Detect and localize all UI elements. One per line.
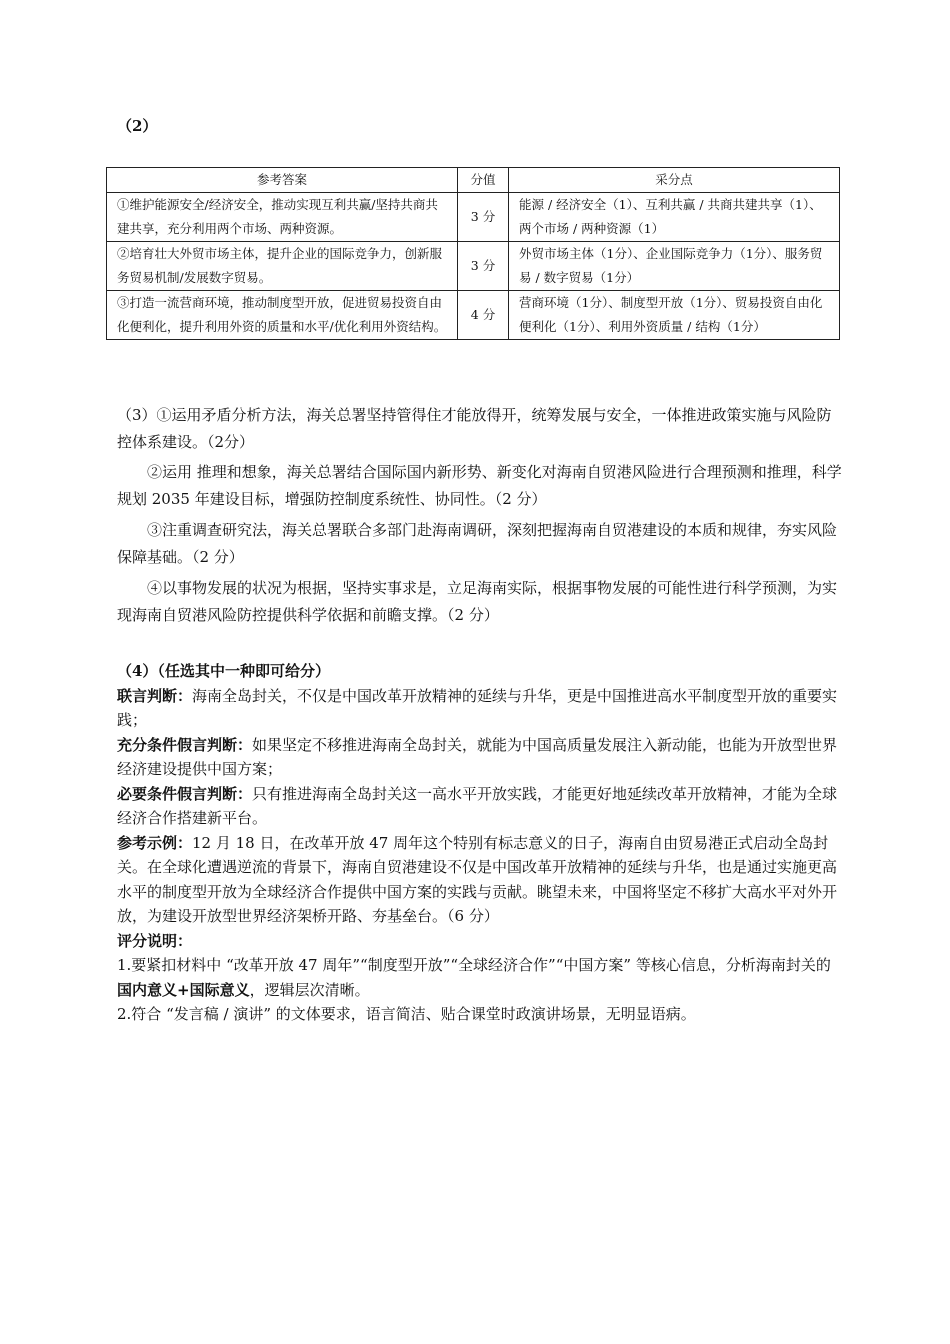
points-cell: 能源 / 经济安全（1）、互利共赢 / 共商共建共享（1）、两个市场 / 两种资源（1） <box>509 193 840 242</box>
q3-point-3: ③注重调查研究法，海关总署联合多部门赴海南调研，深刻把握海南自贸港建设的本质和规律，夯实风险保障基础。（2 分） <box>117 521 838 566</box>
points-cell: 外贸市场主体（1分）、企业国际竞争力（1分）、服务贸易 / 数字贸易（1分） <box>509 242 840 291</box>
score-cell: 4 分 <box>458 291 509 340</box>
biyao-label: 必要条件假言判断： <box>117 784 253 803</box>
q3-point-1: （3）①运用矛盾分析方法，海关总署坚持管得住才能放得开，统筹发展与安全，一体推进政策实施与风险防控体系建设。（2分） <box>117 406 832 451</box>
q4-section <box>117 659 845 1027</box>
score-cell: 3 分 <box>458 242 509 291</box>
rubric1-text-a: 1.要紧扣材料中 “改革开放 47 周年”“制度型开放”“全球经济合作”“中国方案” 等核心信息，分析海南封关的 <box>117 956 831 974</box>
chongfen-text: 如果坚定不移推进海南全岛封关，就能为中国高质量发展注入新动能，也能为开放型世界经济建设提供中国方案； <box>117 735 838 778</box>
necessary-condition-judgment <box>117 782 845 831</box>
table-row <box>107 291 840 340</box>
header-answer: 参考答案 <box>107 168 458 193</box>
example-label: 参考示例： <box>117 833 193 852</box>
question-2-label: （2） <box>117 117 158 135</box>
lianyan-text: 海南全岛封关，不仅是中国改革开放精神的延续与升华，更是中国推进高水平制度型开放的重要实践； <box>117 686 838 729</box>
rubric1-bold: 国内意义+国际意义 <box>117 980 250 999</box>
table-header-row <box>107 168 840 193</box>
q3-point-4: ④以事物发展的状况为根据，坚持实事求是，立足海南实际，根据事物发展的可能性进行科学预测，为实现海南自贸港风险防控提供科学依据和前瞻支撑。（2 分） <box>117 579 838 624</box>
answer-cell: ③打造一流营商环境，推动制度型开放，促进贸易投资自由化便利化，提升利用外资的质量和水平/优化利用外资结构。 <box>107 291 458 340</box>
table-row <box>107 193 840 242</box>
header-points: 采分点 <box>509 168 840 193</box>
reference-example <box>117 831 845 929</box>
score-cell: 3 分 <box>458 193 509 242</box>
lianyan-label: 联言判断： <box>117 686 193 705</box>
rubric1-text-b: ，逻辑层次清晰。 <box>249 980 370 999</box>
example-text: 12 月 18 日，在改革开放 47 周年这个特别有标志意义的日子，海南自由贸易港正式启动全岛封关。在全球化遭遇逆流的背景下，海南自贸港建设不仅是中国改革开放精神的延续与升华，也是通过实施更高水平的制度型开放为全球经济合作提供中国方案的实践与贡献。眺望未来，中国将坚定不移扩大高水平对外开放，为建设开放型世界经济架桥开路、夯基垒台。（6 分） <box>117 833 838 925</box>
rubric-item-1 <box>117 953 845 1002</box>
rubric-label: 评分说明： <box>117 931 193 950</box>
biyao-text: 只有推进海南全岛封关这一高水平开放实践，才能更好地延续改革开放精神，才能为全球经济合作搭建新平台。 <box>117 784 838 827</box>
sufficient-condition-judgment <box>117 733 845 782</box>
answer-cell: ②培育壮大外贸市场主体，提升企业的国际竞争力，创新服务贸易机制/发展数字贸易。 <box>107 242 458 291</box>
rubric-item-2: 2.符合 “发言稿 / 演讲” 的文体要求，语言简洁、贴合课堂时政演讲场景，无明显语病。 <box>117 1005 696 1023</box>
answer-cell: ①维护能源安全/经济安全，推动实现互利共赢/坚持共商共建共享，充分利用两个市场、两种资源。 <box>107 193 458 242</box>
points-cell: 营商环境（1分）、制度型开放（1分）、贸易投资自由化便利化（1分）、利用外资质量 / 结构（1分） <box>509 291 840 340</box>
table-row <box>107 242 840 291</box>
chongfen-label: 充分条件假言判断： <box>117 735 253 754</box>
scoring-table <box>106 167 840 340</box>
lianyan-judgment <box>117 684 845 733</box>
header-score: 分值 <box>458 168 509 193</box>
q3-point-2: ②运用 推理和想象，海关总署结合国际国内新形势、新变化对海南自贸港风险进行合理预测和推理，科学规划 2035 年建设目标，增强防控制度系统性、协同性。（2 分） <box>117 463 842 508</box>
q4-title: （4）（任选其中一种即可给分） <box>117 662 330 680</box>
